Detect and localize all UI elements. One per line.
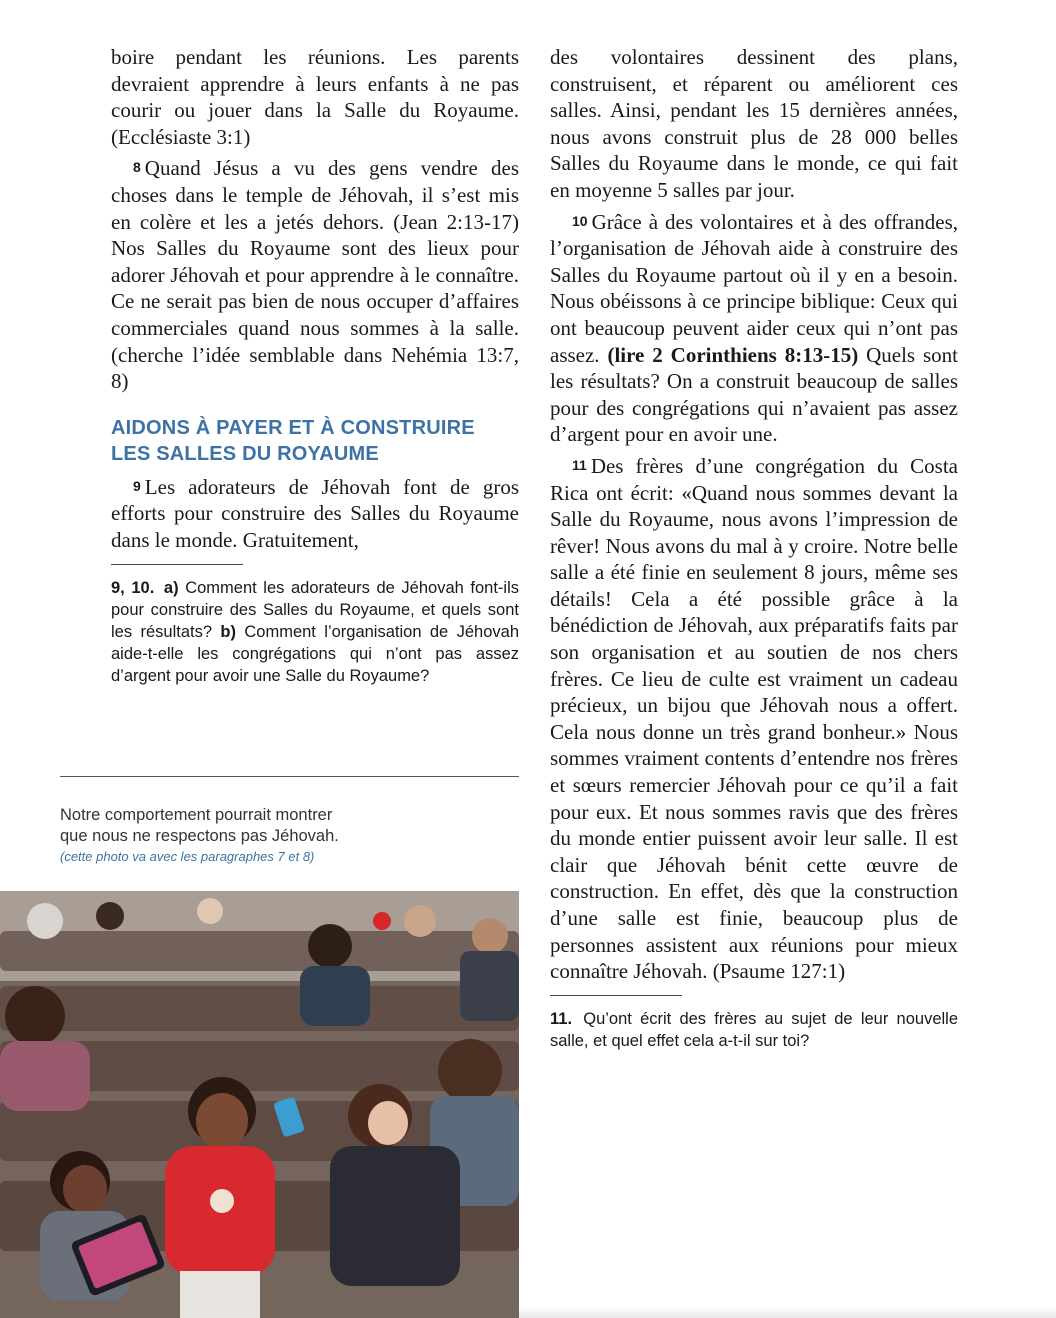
- question-divider: [111, 564, 243, 565]
- section-heading-line: AIDONS À PAYER ET À CONSTRUIRE: [111, 416, 475, 439]
- page-edge: [519, 1306, 1056, 1318]
- paragraph-number: 11: [572, 456, 587, 473]
- question-text: Qu’ont écrit des frères au sujet de leur nouvelle salle, et quel effet cela a-t-il sur toi?: [550, 1009, 958, 1050]
- paragraph-9-continued: des volontaires dessinent des plans, construisent, et réparent ou améliorent ces salles. Ainsi, pendant les 15 dernières années, nous avons construit plus de 28 000 belles Salles du Royaume dans le monde, ce qui fait en moyenne 5 salles par jour.: [550, 45, 958, 202]
- paragraph-number: 10: [572, 212, 588, 229]
- meeting-photo: [0, 891, 519, 1318]
- section-heading-line: LES SALLES DU ROYAUME: [111, 442, 379, 465]
- paragraph-10: [550, 208, 958, 448]
- paragraph-9: [111, 473, 519, 554]
- scripture-reference: (lire 2 Corinthiens 8:13-15): [607, 342, 859, 367]
- paragraph-11: [550, 452, 958, 985]
- caption-note: (cette photo va avec les paragraphes 7 et 8): [60, 849, 315, 864]
- study-question-11: [550, 1008, 958, 1052]
- paragraph-text: Grâce à des volontaires et à des offrandes, l’organisation de Jéhovah aide à construire des Salles du Royaume partout où il y en a besoin. Nous obéissons à ce principe biblique: Ceux qui ont beaucoup peuvent aider ceux qui n’ont pas assez.: [550, 209, 958, 367]
- section-heading: [111, 415, 519, 467]
- question-text: Comment les adorateurs de Jéhovah font-ils pour construire des Salles du Royaume, et quels sont les résultats?: [111, 578, 519, 641]
- paragraph-8: [111, 154, 519, 394]
- paragraph-text: Les adorateurs de Jéhovah font de gros efforts pour construire des Salles du Royaume dans le monde. Gratuitement,: [111, 474, 519, 552]
- right-column: [550, 44, 958, 1052]
- paragraph-text: Des frères d’une congrégation du Costa Rica ont écrit: «Quand nous sommes devant la Salle du Royaume, nous avons l’impression de rêver! Nous avons du mal à y croire. Notre belle salle a été finie en seulement 8 jours, même ses détails! Cela a été possible grâce à la bénédiction de Jéhovah, aux préparatifs faits par son organisation et au soutien de nos chers frères. Ce lieu de culte est vraiment un cadeau précieux, un bijou que Jéhovah nous a offert. Cela nous donne un très grand bonheur.» Nous sommes vraiment contents d’entendre nos frères et sœurs remercier Jéhovah pour ce qu’il a fait pour eux. Et nous sommes ravis que des frères du monde entier puissent avoir leur salle. Il est clair que Jéhovah bénit cette œuvre de construction. En effet, dès que la construction d’une salle est finie, beaucoup plus de personnes assistent aux réunions pour mieux connaître Jéhovah. (Psaume 127:1): [550, 453, 958, 984]
- question-letter: b): [220, 622, 236, 641]
- caption-divider: [60, 776, 519, 777]
- paragraph-number: 8: [133, 159, 141, 176]
- caption-line: Notre comportement pourrait montrer: [60, 806, 333, 824]
- question-divider: [550, 995, 682, 996]
- question-number: 9, 10.: [111, 578, 155, 597]
- question-letter: a): [163, 578, 179, 597]
- left-column: [111, 44, 519, 687]
- paragraph-text: Quels sont les résultats? On a construit beaucoup de salles pour des congrégations qui n’avaient pas assez d’argent pour en avoir une.: [550, 342, 958, 447]
- question-number: 11.: [550, 1009, 573, 1028]
- study-question-9-10: [111, 577, 519, 687]
- photo-caption: [60, 805, 480, 847]
- caption-line: que nous ne respectons pas Jéhovah.: [60, 827, 339, 845]
- paragraph-text: Quand Jésus a vu des gens vendre des choses dans le temple de Jéhovah, il s’est mis en colère et les a jetés dehors. (Jean 2:13-17) Nos Salles du Royaume sont des lieux pour adorer Jéhovah et pour apprendre à le connaître. Ce ne serait pas bien de nous occuper d’affaires commerciales quand nous sommes à la salle. (cherche l’idée semblable dans Nehémia 13:7, 8): [111, 156, 519, 394]
- paragraph-number: 9: [133, 477, 141, 494]
- question-text: Comment l’organisation de Jéhovah aide-t-elle les congrégations qui n’ont pas assez d’argent pour avoir une Salle du Royaume?: [111, 622, 519, 685]
- paragraph-7-continued: boire pendant les réunions. Les parents devraient apprendre à leurs enfants à ne pas courir ou jouer dans la Salle du Royaume. (Ecclésiaste 3:1): [111, 45, 519, 149]
